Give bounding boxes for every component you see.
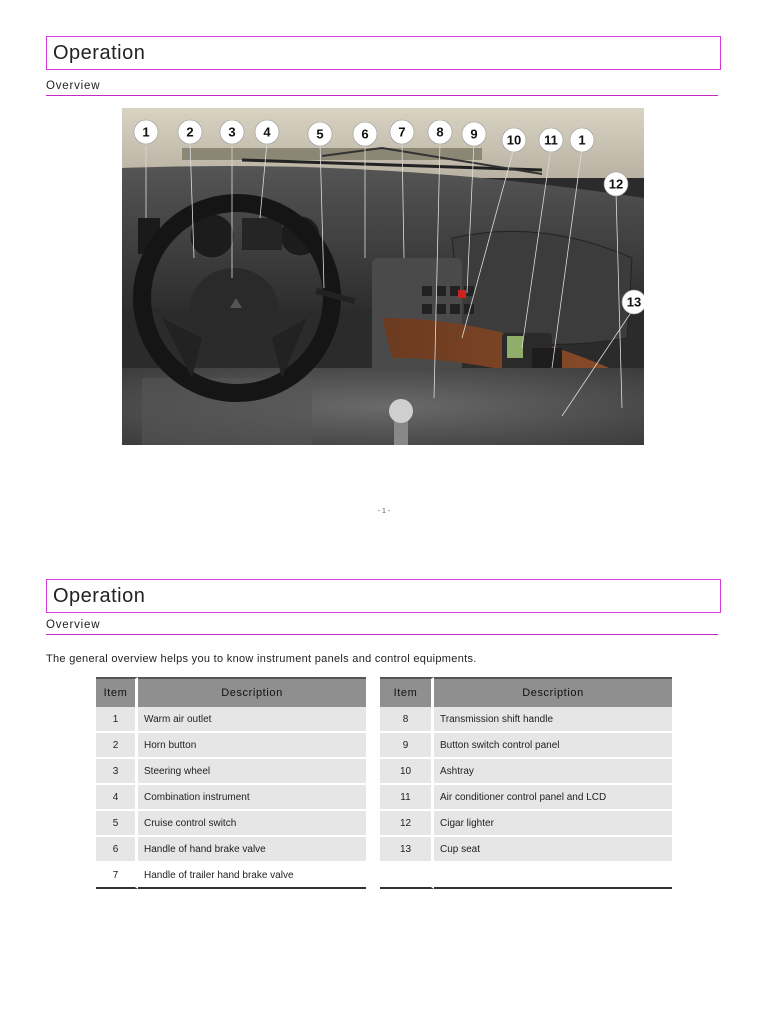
header-description: Description	[138, 677, 366, 707]
item-number	[380, 863, 434, 889]
table-row	[380, 785, 672, 811]
item-description: Warm air outlet	[138, 707, 366, 733]
callout-13: 13	[626, 294, 642, 310]
section-subtitle-2: Overview	[46, 619, 718, 635]
item-number: 13	[380, 837, 434, 863]
items-table-right	[380, 677, 672, 889]
callout-7: 7	[398, 124, 406, 140]
item-number: 7	[96, 863, 138, 889]
page-number: - 1 -	[377, 508, 391, 515]
item-number: 10	[380, 759, 434, 785]
callout-6: 6	[361, 126, 369, 142]
table-row	[380, 759, 672, 785]
table-row	[96, 811, 366, 837]
table-row	[96, 759, 366, 785]
callout-2: 2	[186, 124, 194, 140]
item-description: Horn button	[138, 733, 366, 759]
table-row	[96, 837, 366, 863]
table-row	[96, 863, 366, 889]
callout-5: 5	[316, 126, 324, 142]
section-title: Operation	[46, 36, 721, 70]
callout-9: 9	[470, 126, 478, 142]
table-row	[380, 707, 672, 733]
item-number: 8	[380, 707, 434, 733]
section-title-2: Operation	[46, 579, 721, 613]
table-row	[96, 707, 366, 733]
item-description: Button switch control panel	[434, 733, 672, 759]
item-description: Transmission shift handle	[434, 707, 672, 733]
item-number: 6	[96, 837, 138, 863]
dashboard-photo	[122, 108, 644, 445]
item-description: Cup seat	[434, 837, 672, 863]
header-item: Item	[96, 677, 138, 707]
items-table-left	[96, 677, 366, 889]
callout-1: 1	[142, 124, 150, 140]
item-description: Handle of trailer hand brake valve	[138, 863, 366, 889]
callout-4: 4	[263, 124, 271, 140]
table-row	[380, 811, 672, 837]
item-number: 9	[380, 733, 434, 759]
item-number: 3	[96, 759, 138, 785]
item-description: Cigar lighter	[434, 811, 672, 837]
table-row	[380, 863, 672, 889]
section-subtitle: Overview	[46, 80, 718, 96]
callout-10: 10	[506, 132, 522, 148]
dashboard-illustration	[122, 108, 644, 445]
item-number: 2	[96, 733, 138, 759]
header-item: Item	[380, 677, 434, 707]
table-row	[96, 733, 366, 759]
item-description	[434, 863, 672, 889]
item-description: Cruise control switch	[138, 811, 366, 837]
callout-11: 11	[544, 132, 558, 148]
callout-12: 12	[608, 176, 624, 192]
item-description: Ashtray	[434, 759, 672, 785]
table-row	[380, 837, 672, 863]
table-row	[380, 733, 672, 759]
item-description: Air conditioner control panel and LCD	[434, 785, 672, 811]
callout-1b: 1	[578, 132, 586, 148]
callout-3: 3	[228, 124, 236, 140]
item-number: 4	[96, 785, 138, 811]
item-description: Combination instrument	[138, 785, 366, 811]
item-number: 5	[96, 811, 138, 837]
item-description: Steering wheel	[138, 759, 366, 785]
item-number: 1	[96, 707, 138, 733]
item-number: 12	[380, 811, 434, 837]
header-description: Description	[434, 677, 672, 707]
callout-8: 8	[436, 124, 444, 140]
intro-text: The general overview helps you to know instrument panels and control equipments.	[46, 653, 477, 665]
item-number: 11	[380, 785, 434, 811]
item-description: Handle of hand brake valve	[138, 837, 366, 863]
table-row	[96, 785, 366, 811]
